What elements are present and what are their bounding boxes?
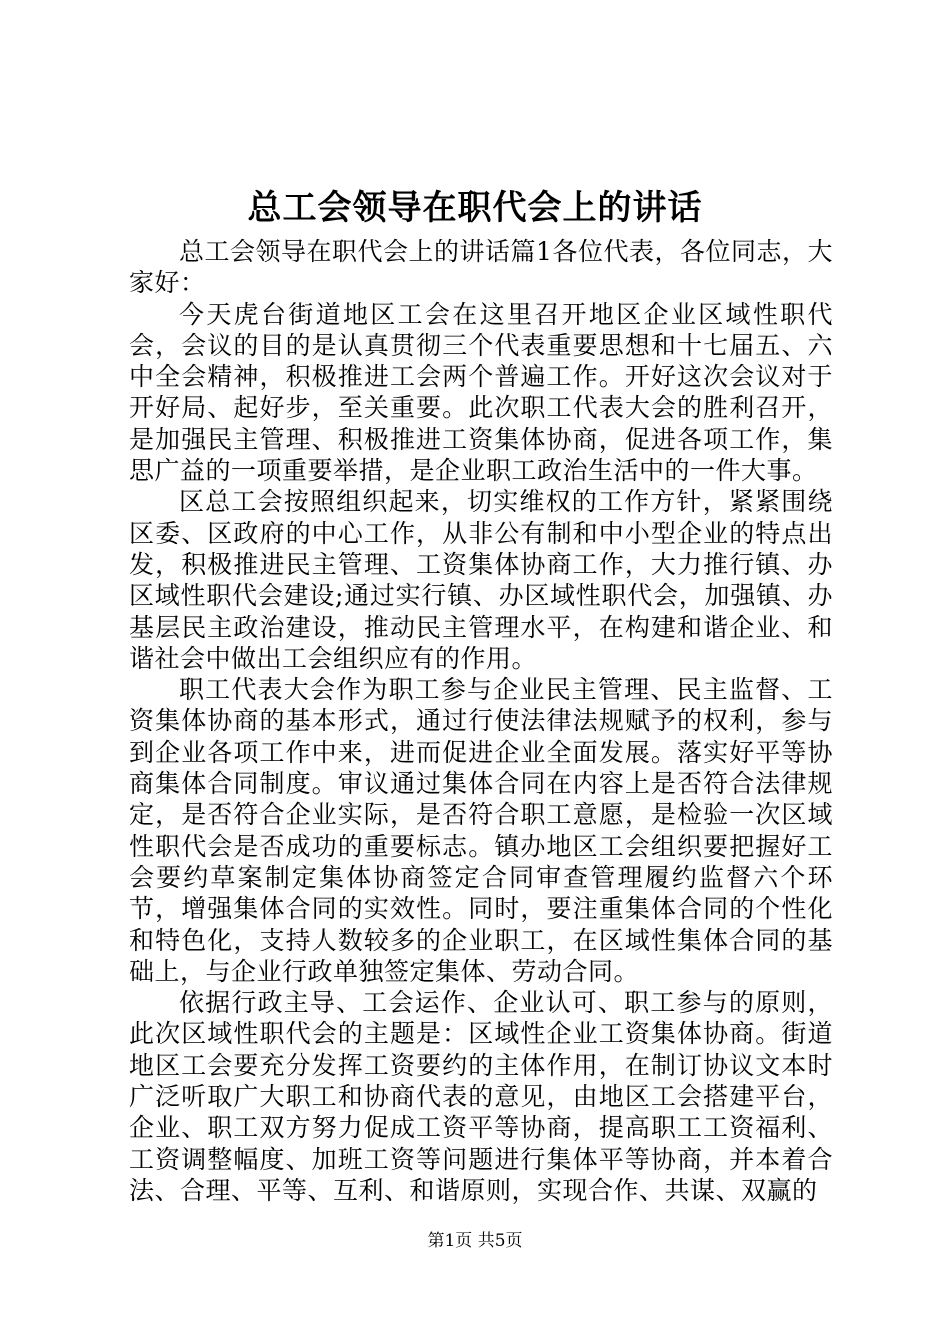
paragraph-3: 区总工会按照组织起来，切实维权的工作方针，紧紧围绕区委、区政府的中心工作，从非公有制和中小型企业的特点出发，积极推进民主管理、工资集体协商工作，大力推行镇、办区域性职代会建设;通过实行镇、办区域性职代会，加强镇、办基层民主政治建设，推动民主管理水平，在构建和谐企业、和谐社会中做出工会组织应有的作用。 — [129, 487, 833, 673]
document-title: 总工会领导在职代会上的讲话 — [247, 188, 703, 228]
paragraph-4: 职工代表大会作为职工参与企业民主管理、民主监督、工资集体协商的基本形式，通过行使法律法规赋予的权利，参与到企业各项工作中来，进而促进企业全面发展。落实好平等协商集体合同制度。审议通过集体合同在内容上是否符合法律规定，是否符合企业实际，是否符合职工意愿，是检验一次区域性职代会是否成功的重要标志。镇办地区工会组织要把握好工会要约草案制定集体协商签定合同审查管理履约监督六个环节，增强集体合同的实效性。同时，要注重集体合同的个性化和特色化，支持人数较多的企业职工，在区域性集体合同的基础上，与企业行政单独签定集体、劳动合同。 — [129, 675, 833, 986]
paragraph-5: 依据行政主导、工会运作、企业认可、职工参与的原则，此次区域性职代会的主题是：区域性企业工资集体协商。街道地区工会要充分发挥工资要约的主体作用，在制订协议文本时广泛听取广大职工和协商代表的意见，由地区工会搭建平台，企业、职工双方努力促成工资平等协商，提高职工工资福利、工资调整幅度、加班工资等问题进行集体平等协商，并本着合法、合理、平等、互利、和谐原则，实现合作、共谋、双赢的 — [129, 988, 833, 1205]
paragraph-1: 总工会领导在职代会上的讲话篇1各位代表，各位同志，大家好： — [129, 237, 833, 298]
document-body — [129, 236, 833, 1206]
paragraph-2: 今天虎台街道地区工会在这里召开地区企业区域性职代会，会议的目的是认真贯彻三个代表重要思想和十七届五、六中全会精神，积极推进工会两个普遍工作。开好这次会议对于开好局、起好步，至关重要。此次职工代表大会的胜利召开，是加强民主管理、积极推进工资集体协商，促进各项工作，集思广益的一项重要举措，是企业职工政治生活中的一件大事。 — [129, 299, 833, 486]
page-number-footer: 第1页 共5页 — [427, 1231, 523, 1251]
